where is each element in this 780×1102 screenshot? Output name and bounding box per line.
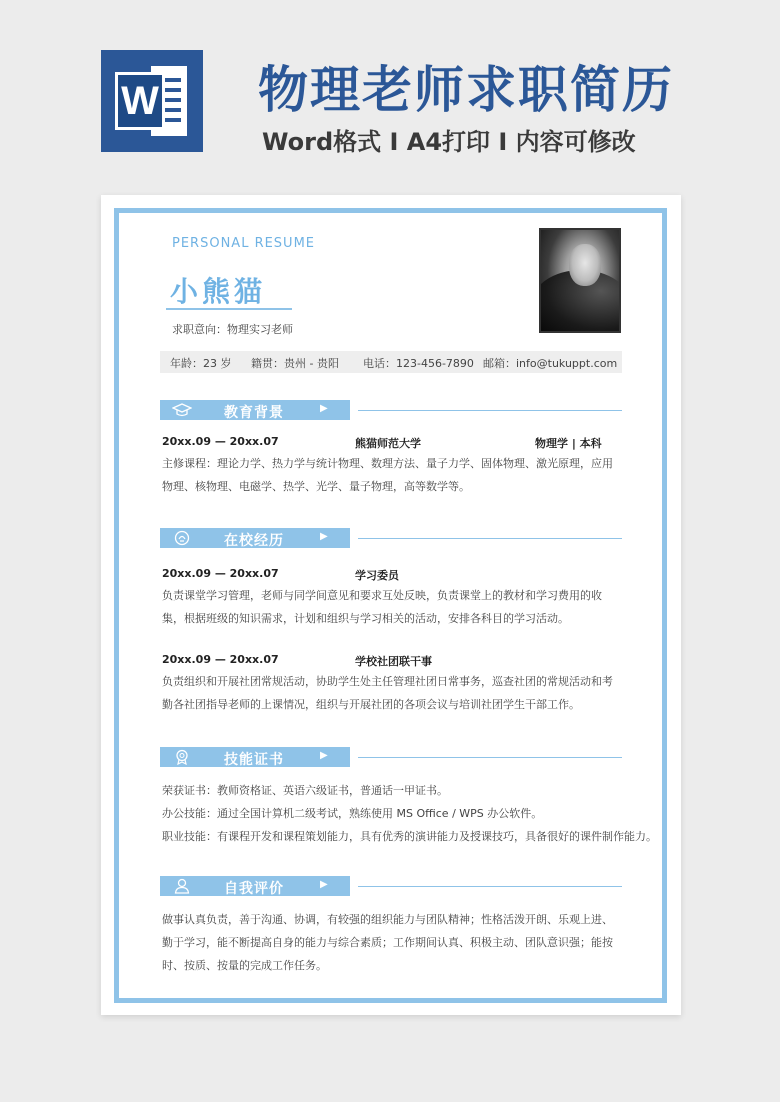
campus-item-period: 20xx.09 — 20xx.07 <box>162 653 279 666</box>
self-eval-text: 做事认真负责，善于沟通、协调，有较强的组织能力与团队精神；性格活泼开朗、乐观上进、勤于学习，能不断提高自身的能力与综合素质；工作期间认真、积极主动、团队意识强；能按时、按质、按量的完成工作任务。 <box>162 913 613 972</box>
info-email: 邮箱：info@tukuppt.com <box>483 357 618 370</box>
profile-photo <box>539 228 621 333</box>
info-origin: 籍贯：贵州 - 贵阳 <box>251 357 339 370</box>
person-icon <box>172 878 192 894</box>
skill-professional: 职业技能：有课程开发和课程策划能力，具有优秀的演讲能力及授课技巧，具备很好的课件制作能力。 <box>162 830 657 843</box>
graduation-cap-icon <box>172 402 192 418</box>
section-title-education: 教育背景 <box>224 405 284 421</box>
section-header-skills <box>160 747 350 767</box>
arrow-right-icon: ▶ <box>320 879 328 890</box>
word-logo <box>101 50 203 152</box>
skill-certificates: 荣获证书：教师资格证、英语六级证书，普通话一甲证书。 <box>162 784 448 797</box>
campus-item-period: 20xx.09 — 20xx.07 <box>162 567 279 580</box>
section-header-self-eval <box>160 876 350 896</box>
banner-subtitle: Word格式 I A4打印 I 内容可修改 <box>262 128 636 156</box>
skill-office: 办公技能：通过全国计算机二级考试，熟练使用 MS Office / WPS 办公软件。 <box>162 807 543 820</box>
edu-period: 20xx.09 — 20xx.07 <box>162 435 279 448</box>
job-intent: 求职意向：物理实习老师 <box>172 323 293 336</box>
word-letter: W <box>115 72 165 130</box>
section-divider <box>358 757 622 758</box>
award-medal-icon <box>172 749 192 765</box>
edu-major: 物理学 | 本科 <box>535 437 602 450</box>
arrow-right-icon: ▶ <box>320 750 328 761</box>
arrow-right-icon: ▶ <box>320 531 328 542</box>
resume-en-title: PERSONAL RESUME <box>172 236 316 251</box>
arrow-right-icon: ▶ <box>320 403 328 414</box>
section-header-education <box>160 400 350 420</box>
section-title-campus: 在校经历 <box>224 533 284 549</box>
campus-item-role: 学校社团联干事 <box>355 655 432 668</box>
section-header-campus <box>160 528 350 548</box>
section-divider <box>358 886 622 887</box>
badge-icon <box>172 530 192 546</box>
name-underline <box>166 308 292 310</box>
candidate-name: 小熊猫 <box>170 275 267 308</box>
campus-item-desc: 负责课堂学习管理，老师与同学间意见和要求互处反映，负责课堂上的教材和学习费用的收集，根据班级的知识需求，计划和组织与学习相关的活动，安排各科目的学习活动。 <box>162 589 602 625</box>
banner-title: 物理老师求职简历 <box>258 61 674 119</box>
section-title-self-eval: 自我评价 <box>224 881 284 897</box>
campus-item-role: 学习委员 <box>355 569 399 582</box>
info-phone: 电话：123-456-7890 <box>363 357 474 370</box>
section-divider <box>358 410 622 411</box>
info-bar <box>160 351 622 373</box>
edu-courses: 主修课程：理论力学、热力学与统计物理、数理方法、量子力学、固体物理、激光原理，应用物理、核物理、电磁学、热学、光学、量子物理，高等数学等。 <box>162 457 613 493</box>
edu-school: 熊猫师范大学 <box>355 437 421 450</box>
section-divider <box>358 538 622 539</box>
section-title-skills: 技能证书 <box>224 752 284 768</box>
campus-item-desc: 负责组织和开展社团常规活动，协助学生处主任管理社团日常事务，巡查社团的常规活动和考勤各社团指导老师的上课情况，组织与开展社团的各项会议与培训社团学生干部工作。 <box>162 675 613 711</box>
info-age: 年龄：23 岁 <box>170 357 232 370</box>
